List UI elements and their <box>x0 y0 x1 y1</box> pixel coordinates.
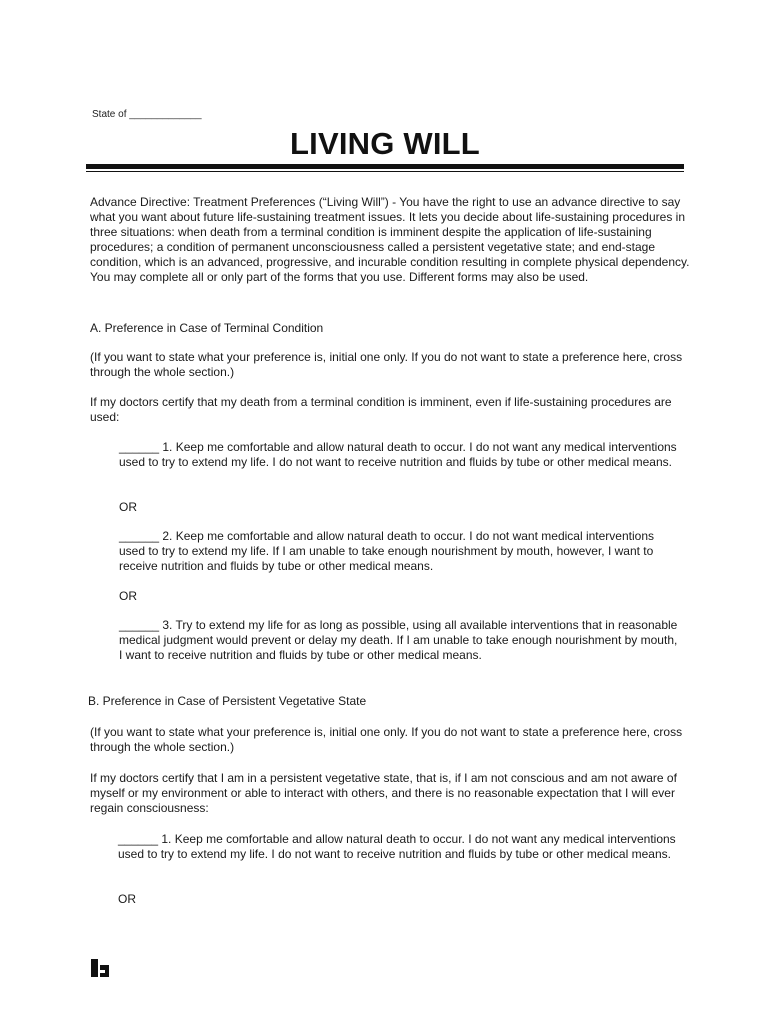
state-line: State of _____________ <box>92 109 202 120</box>
section-a-option-3[interactable]: ______ 3. Try to extend my life for as long as possible, using all available interventions that in reasonable medical judgment would prevent or delay my death. If I am unable to take enough nourishment by mouth, I want to receive nutrition and fluids by tube or other medical means. <box>119 618 678 662</box>
section-b-option-1[interactable]: ______ 1. Keep me comfortable and allow natural death to occur. I do not want any medical interventions used to try to extend my life. I do not want to receive nutrition and fluids by tube or other medical means. <box>118 832 676 861</box>
section-a-condition: If my doctors certify that my death from a terminal condition is imminent, even if life-sustaining procedures are used: <box>90 395 672 424</box>
section-a-option-1[interactable]: ______ 1. Keep me comfortable and allow natural death to occur. I do not want any medical interventions used to try to extend my life. I do not want to receive nutrition and fluids by tube or other medical means. <box>119 440 677 469</box>
section-a-heading: A. Preference in Case of Terminal Condition <box>90 321 324 335</box>
section-b-heading: B. Preference in Case of Persistent Vegetative State <box>88 694 367 708</box>
lawdistrict-logo-icon <box>91 959 109 977</box>
section-b-condition: If my doctors certify that I am in a persistent vegetative state, that is, if I am not conscious and am not aware of myself or my environment or able to interact with others, and there is no reasonable expectation that I will ever regain consciousness: <box>90 771 677 815</box>
section-b-instructions: (If you want to state what your preference is, initial one only. If you do not want to state a preference here, cross through the whole section.) <box>90 725 683 754</box>
document-title: LIVING WILL <box>290 126 480 161</box>
section-a-option-2[interactable]: ______ 2. Keep me comfortable and allow natural death to occur. I do not want medical interventions used to try to extend my life. If I am unable to take enough nourishment by mouth, however, I want to receive nutrition and fluids by tube or other medical means. <box>119 529 654 573</box>
section-a-or-1: OR <box>119 500 137 514</box>
title-rule-thin <box>86 171 684 172</box>
section-a-instructions: (If you want to state what your preference is, initial one only. If you do not want to state a preference here, cross through the whole section.) <box>90 350 683 379</box>
section-b-or-1: OR <box>118 892 136 906</box>
title-rule-thick <box>86 164 684 169</box>
section-a-or-2: OR <box>119 589 137 603</box>
intro-paragraph: Advance Directive: Treatment Preferences (“Living Will”) - You have the right to use an advance directive to say what you want about future life-sustaining treatment issues. It lets you decide about life-sustaining procedures in three situations: when death from a terminal condition is imminent despite the application of life-sustaining procedures; a condition of permanent unconsciousness called a persistent vegetative state; and end-stage condition, which is an advanced, progressive, and incurable condition resulting in complete physical dependency. You may complete all or only part of the forms that you use. Different forms may also be used. <box>90 195 690 284</box>
